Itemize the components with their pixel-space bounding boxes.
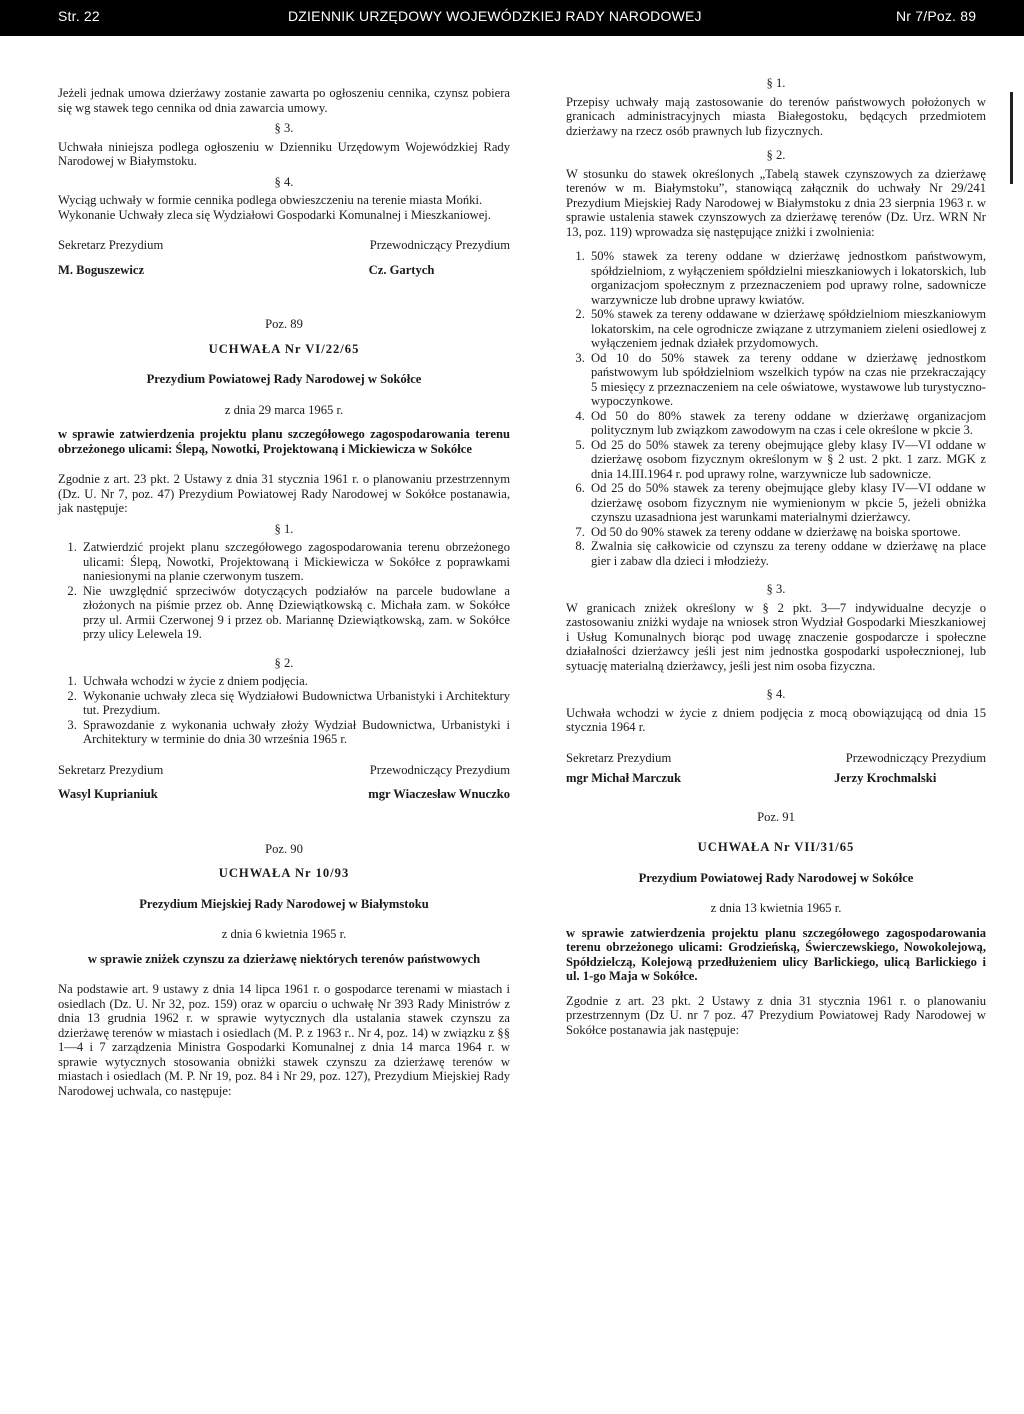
page-header-bar — [0, 0, 1024, 36]
left-column — [58, 86, 510, 1098]
poz-89-title: UCHWAŁA Nr VI/22/65 — [208, 341, 360, 356]
signature-role-right: Przewodniczący Prezydium — [845, 750, 986, 765]
section-4-heading: § 4. — [274, 174, 294, 189]
section-3-text: Uchwała niniejsza podlega ogłoszeniu w Dzienniku Urzędowym Wojewódzkiej Rady Narodowej w Białymstoku. — [58, 139, 510, 168]
list-item: 1. Uchwała wchodzi w życie z dniem podjęcia. — [80, 674, 510, 689]
section-3-heading: § 3. — [766, 582, 786, 596]
signatures-block-1 — [58, 238, 510, 277]
poz-89-subject: w sprawie zatwierdzenia projektu planu szczegółowego zagospodarowania terenu obrzeżonego ulicami: Ślepą, Nowotki, Projektowaną i Mickiewicza w Sokółce — [58, 427, 510, 456]
poz-90-date: z dnia 6 kwietnia 1965 r. — [221, 927, 347, 941]
list-item: 8. Zwalnia się całkowicie od czynszu za tereny oddane w dzierżawę na place gier i zabaw dla dzieci i młodzieży. — [588, 539, 986, 568]
signatures-block-2 — [58, 763, 510, 802]
poz-91-subject: w sprawie zatwierdzenia projektu planu szczegółowego zagospodarowania terenu obrzeżonego ulicami: Grodzieńską, Świerczewskiego, Nowokolejową, Spółdzielczą, Kolejową przedłużeniem ulicy Barlickiego, ulicą Barlickiego i ul. 1-go Maja w Sokółce. — [566, 925, 986, 983]
poz-91-date: z dnia 13 kwietnia 1965 r. — [710, 901, 842, 915]
poz-90-preamble: Na podstawie art. 9 ustawy z dnia 14 lipca 1961 r. o gospodarce terenami w miastach i osiedlach (Dz. U. Nr 32, poz. 159) oraz w oparciu o uchwałę Nr 393 Rady Ministrów z dnia 13 grudnia 1962 r. w sprawie wytycznych dla ustalania stawek czynszu za dzierżawę terenów w miastach i osiedlach (M. P. z 1963 r.. Nr 4, poz. 14) w związku z §§ 1—4 i 7 zarządzenia Ministra Gospodarki Komunalnej z dnia 14 marca 1964 r. w sprawie wytycznych stosowania obniżki stawek czynszu za dzierżawę terenów w miastach i osiedlach (M. P. Nr 19, poz. 84 i Nr 29, poz. 127), Prezydium Miejskiej Rady Narodowej uchwala, co następuje: — [58, 982, 510, 1098]
issue-number: Nr 7/Poz. 89 — [896, 8, 977, 24]
margin-rule — [1010, 92, 1013, 184]
intro-paragraph: Jeżeli jednak umowa dzierżawy zostanie zawarta po ogłoszeniu cennika, czynsz pobiera się wg stawek tego cennika od dnia zawarcia umowy. — [58, 86, 510, 115]
section-1-text: Przepisy uchwały mają zastosowanie do terenów państwowych położonych w granicach administracyjnych miasta Białegostoku, będących przedmiotem dzierżawy na rzecz osób prawnych lub fizycznych. — [566, 94, 986, 138]
poz-90-title: UCHWAŁA Nr 10/93 — [218, 866, 350, 880]
section-1-heading: § 1. — [766, 76, 786, 90]
signature-role-left: Sekretarz Prezydium — [58, 762, 164, 777]
poz-89-issuer: Prezydium Powiatowej Rady Narodowej w Sokółce — [146, 372, 422, 386]
list-item: 2. 50% stawek za tereny oddawane w dzierżawę spółdzielniom mieszkaniowym lokatorskim, na cele ogrodnicze związane z utrzymaniem zieleni osiedlowej z wyłączeniem jednak działek przydomowych. — [588, 307, 986, 351]
list-item: 1. Zatwierdzić projekt planu szczegółowego zagospodarowania terenu obrzeżonego ulicami: Ślepą, Nowotki, Projektowaną i Mickiewicza w Sokółce z poprawkami naniesionymi na planie czerwonym tuszem. — [80, 540, 510, 584]
poz-89-section-1-list — [58, 540, 510, 642]
poz-89-section-2-list — [58, 674, 510, 747]
poz-91-preamble: Zgodnie z art. 23 pkt. 2 Ustawy z dnia 31 stycznia 1961 r. o planowaniu przestrzennym (Dz U. nr 7 poz. 47 Prezydium Powiatowej Rady Narodowej w Sokółce postanawia jak następuje: — [566, 993, 986, 1037]
poz-89-date: z dnia 29 marca 1965 r. — [224, 402, 344, 417]
section-4-text-1: Wyciąg uchwały w formie cennika podlega obwieszczeniu na terenie miasta Mońki. — [58, 193, 483, 207]
poz-90-label: Poz. 90 — [265, 841, 303, 856]
signature-role-left: Sekretarz Prezydium — [566, 750, 672, 765]
section-3-text: W granicach zniżek określony w § 2 pkt. 3—7 indywidualne decyzje o zastosowaniu zniżki wydaje na wniosek stron Wydział Gospodarki Mieszkaniowej i Usług Komunalnych biorąc pod uwagę znaczenie gospodarcze i społeczne działalności dzierżawcy jeśli jest nim jednostka gospodarki uspołecznionej, lub sytuację materialną dzierżawcy, jeśli jest nim osoba fizyczna. — [566, 600, 986, 673]
poz-89-section-1-heading: § 1. — [274, 521, 294, 536]
list-item: 4. Od 50 do 80% stawek za tereny oddane w dzierżawę organizacjom politycznym lub związkom zawodowym na czas i cele określone w pkcie 3. — [588, 409, 986, 438]
signature-name-left: Wasyl Kuprianiuk — [58, 787, 158, 801]
signature-name-right: mgr Wiaczesław Wnuczko — [368, 787, 510, 801]
list-item: 2. Nie uwzględnić sprzeciwów dotyczących podziałów na parcele budowlane a złożonych na piśmie przez ob. Annę Dziewiątkowską c. Michała zam. w Sokółce przy ul. Armii Czerwonej 9 i przez ob. Mariannę Dziewiątkowską, zam. w Sokółce przy ulicy Lelewela 19. — [80, 584, 510, 642]
poz-91-issuer: Prezydium Powiatowej Rady Narodowej w Sokółce — [638, 870, 914, 885]
poz-89-section-2-heading: § 2. — [274, 655, 294, 670]
poz-89-preamble: Zgodnie z art. 23 pkt. 2 Ustawy z dnia 31 stycznia 1961 r. o planowaniu przestrzennym (Dz. U. Nr 7, poz. 47) Prezydium Powiatowej Rady Narodowej w Sokółce postanawia, jak następuje: — [58, 472, 510, 515]
signature-role-right: Przewodniczący Prezydium — [369, 762, 510, 777]
list-item: 6. Od 25 do 50% stawek za tereny obejmujące gleby klasy IV—VI oddane w dzierżawę osobom fizycznym nie wymienionym w pkcie 5, jeżeli obniżka czynszu uzasadniona jest warunkami materialnymi dzierżawcy. — [588, 481, 986, 525]
section-4-heading: § 4. — [766, 687, 786, 701]
list-item: 2. Wykonanie uchwały zleca się Wydziałowi Budownictwa Urbanistyki i Architektury tut. Prezydium. — [80, 689, 510, 718]
journal-title: DZIENNIK URZĘDOWY WOJEWÓDZKIEJ RADY NARODOWEJ — [288, 8, 702, 24]
signature-name-right: Jerzy Krochmalski — [834, 771, 937, 785]
section-2-heading: § 2. — [766, 148, 786, 162]
list-item: 3. Sprawozdanie z wykonania uchwały złoży Wydział Budownictwa, Urbanistyki i Architektury w terminie do dnia 30 września 1965 r. — [80, 718, 510, 747]
list-item: 5. Od 25 do 50% stawek za tereny obejmujące gleby klasy IV—VI oddane w dzierżawę osobom fizycznym określonym w § 2 ust. 2 pkt. 1 zarz. MGK z dnia 14.III.1964 r. pod uprawy rolne, warzywnicze lub sadownicze. — [588, 438, 986, 482]
list-item: 7. Od 50 do 90% stawek za tereny oddane w dzierżawę na boiska sportowe. — [588, 525, 986, 540]
section-4-text-2: Wykonanie Uchwały zleca się Wydziałowi Gospodarki Komunalnej i Mieszkaniowej. — [58, 207, 491, 222]
right-column — [566, 76, 986, 1037]
section-2-text: W stosunku do stawek określonych „Tabelą stawek czynszowych za dzierżawę terenów w m. Białymstoku”, stanowiącą załącznik do uchwały Nr 29/241 Prezydium Miejskiej Rady Narodowej w Białymstoku z dnia 23 sierpnia 1963 r. w sprawie ustalenia stawek czynszowych za dzierżawę terenów (Dz. Urz. WRN Nr 13, poz. 119) wprowadza się następujące zniżki i zwolnienia: — [566, 166, 986, 239]
signature-role-right: Przewodniczący Prezydium — [369, 238, 510, 252]
page-number: Str. 22 — [58, 8, 100, 24]
section-2-list — [566, 249, 986, 568]
list-item: 3. Od 10 do 50% stawek za tereny oddane w dzierżawę jednostkom państwowym lub spółdzielniom wszelkich typów na czas nie przekraczający 5 miesięcy z przeznaczeniem na cele oświatowe, wystawowe lub turystyczno-wypoczynkowe. — [588, 351, 986, 409]
section-3-heading: § 3. — [274, 121, 294, 135]
signatures-block-3 — [566, 751, 986, 786]
poz-90-subject: w sprawie zniżek czynszu za dzierżawę niektórych terenów państwowych — [87, 951, 481, 966]
section-4-text: Uchwała wchodzi w życie z dniem podjęcia z mocą obowiązującą od dnia 15 stycznia 1964 r. — [566, 705, 986, 734]
signature-name-right: Cz. Gartych — [368, 262, 435, 277]
poz-89-label: Poz. 89 — [265, 317, 303, 331]
poz-91-label: Poz. 91 — [757, 809, 795, 824]
signature-name-left: M. Boguszewicz — [58, 262, 145, 277]
signature-role-left: Sekretarz Prezydium — [58, 238, 164, 252]
list-item: 1. 50% stawek za tereny oddane w dzierżawę jednostkom państwowym, spółdzielniom, z wyłączeniem spółdzielni mieszkaniowych i lokatorskich, lub organizacjom społecznym z przeznaczeniem pod uprawy rolne, sadownicze warzywnicze lub drobne uprawy kwiatów. — [588, 249, 986, 307]
poz-90-issuer: Prezydium Miejskiej Rady Narodowej w Białymstoku — [139, 896, 429, 911]
poz-91-title: UCHWAŁA Nr VII/31/65 — [697, 840, 855, 854]
signature-name-left: mgr Michał Marczuk — [566, 771, 681, 785]
